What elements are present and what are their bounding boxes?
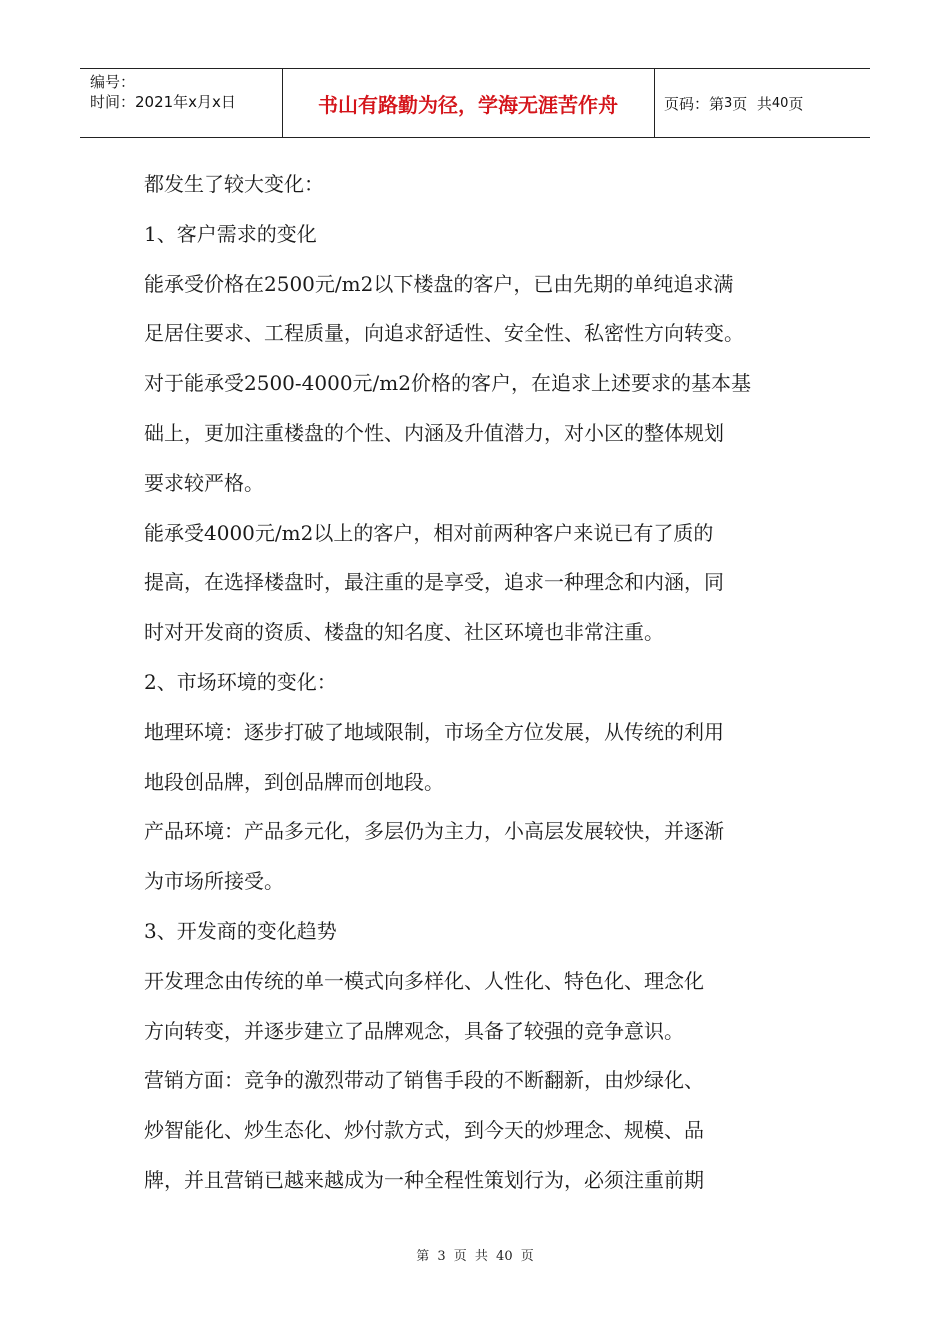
document-number-label: 编号： [90, 73, 136, 91]
header-motto: 书山有路勤为径，学海无涯苦作舟 [318, 92, 618, 117]
body-line: 产品环境：产品多元化，多层仍为主力，小高层发展较快，并逐渐 [144, 819, 724, 844]
body-line: 础上，更加注重楼盘的个性、内涵及升值潜力，对小区的整体规划 [144, 420, 724, 445]
body-line: 要求较严格。 [144, 470, 264, 495]
body-line: 都发生了较大变化： [144, 172, 324, 196]
document-body [144, 160, 824, 1206]
body-line: 牌，并且营销已越来越成为一种全程性策划行为，必须注重前期 [144, 1167, 704, 1192]
body-line: 地理环境：逐步打破了地域限制，市场全方位发展，从传统的利用 [144, 719, 724, 744]
body-line: 时对开发商的资质、楼盘的知名度、社区环境也非常注重。 [144, 620, 664, 645]
header-divider [654, 69, 655, 137]
page-header [80, 68, 870, 138]
body-line: 为市场所接受。 [144, 869, 284, 894]
body-line: 能承受4000元/m2以上的客户，相对前两种客户来说已有了质的 [144, 520, 714, 545]
body-line: 炒智能化、炒生态化、炒付款方式，到今天的炒理念、规模、品 [144, 1118, 704, 1143]
page-footer: 第 3 页 共 40 页 [416, 1249, 534, 1264]
page-prefix: 页码：第 [664, 94, 725, 113]
page-total: 40 [771, 95, 789, 111]
document-time: 时间：2021年x月x日 [90, 93, 236, 111]
body-line: 能承受价格在2500元/m2以下楼盘的客户，已由先期的单纯追求满 [144, 271, 734, 296]
body-line: 营销方面：竞争的激烈带动了销售手段的不断翻新，由炒绿化、 [144, 1068, 704, 1093]
section-heading: 1、客户需求的变化 [144, 221, 317, 246]
body-line: 方向转变，并逐步建立了品牌观念，具备了较强的竞争意识。 [144, 1018, 684, 1043]
header-meta [90, 72, 236, 112]
body-line: 对于能承受2500-4000元/m2价格的客户，在追求上述要求的基本基 [144, 371, 751, 396]
page-current: 3 [724, 95, 733, 111]
page-suffix: 页 [788, 94, 804, 113]
header-page-indicator [664, 69, 803, 137]
section-heading: 2、市场环境的变化： [144, 669, 337, 694]
page-mid: 页 共 [732, 94, 772, 113]
body-line: 提高，在选择楼盘时，最注重的是享受，追求一种理念和内涵，同 [144, 570, 724, 595]
body-line: 足居住要求、工程质量，向追求舒适性、安全性、私密性方向转变。 [144, 321, 744, 346]
body-line: 开发理念由传统的单一模式向多样化、人性化、特色化、理念化 [144, 968, 704, 993]
section-heading: 3、开发商的变化趋势 [144, 918, 337, 943]
body-line: 地段创品牌，到创品牌而创地段。 [144, 769, 444, 794]
